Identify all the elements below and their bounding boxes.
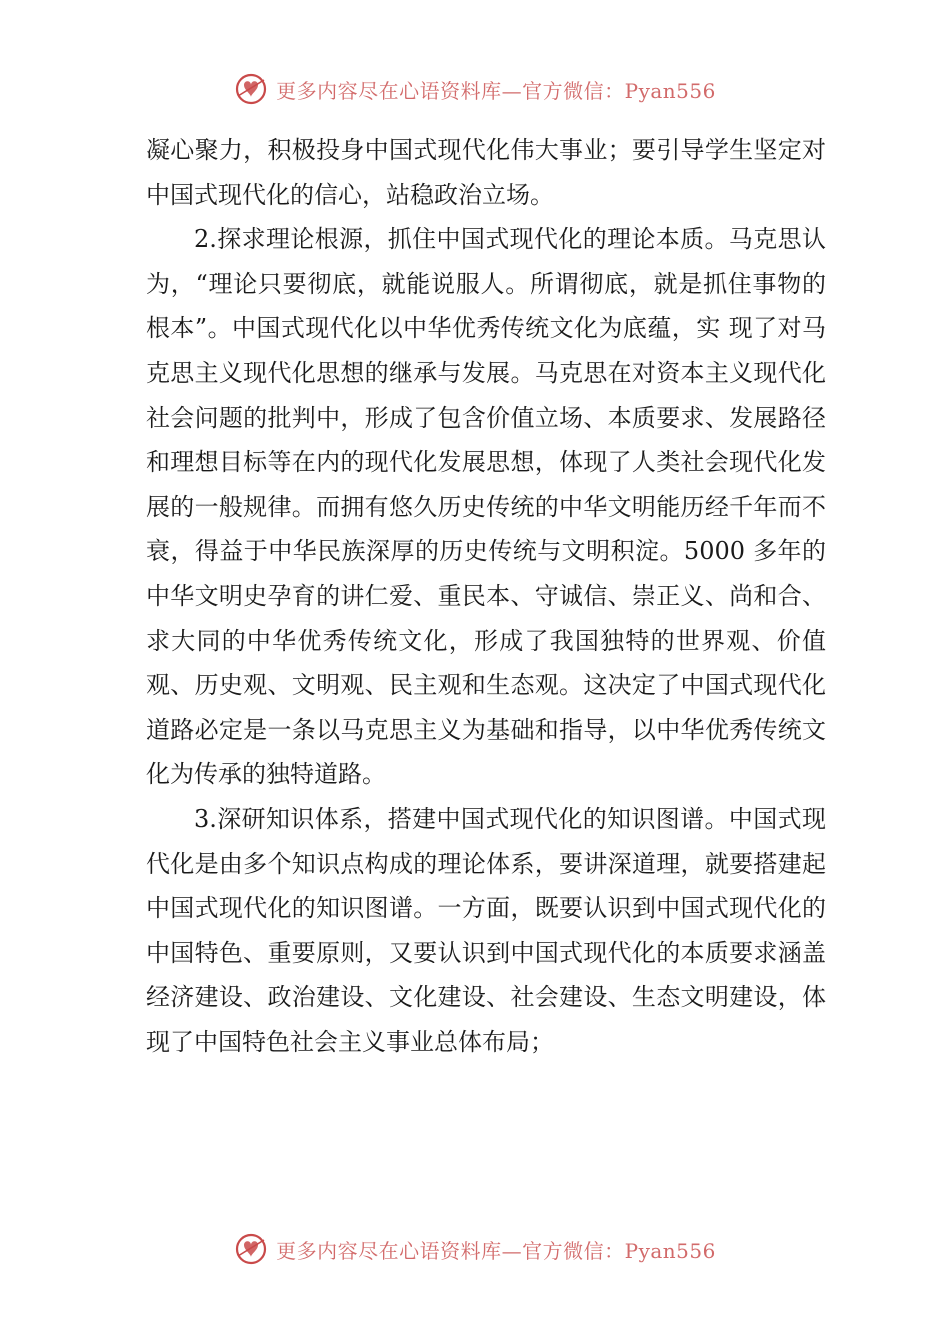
watermark-text: 更多内容尽在心语资料库—官方微信：Pyan556 — [276, 78, 716, 103]
header-watermark — [0, 72, 950, 106]
heart-ring-logo-icon — [234, 72, 268, 106]
paragraph-continuation: 凝心聚力，积极投身中国式现代化伟大事业；要引导学生坚定对中国式现代化的信心，站稳政治立场。 — [146, 136, 826, 209]
paragraph-knowledge-system: 3.深研知识体系，搭建中国式现代化的知识图谱。中国式现代化是由多个知识点构成的理论体系，要讲深道理，就要搭建起中国式现代化的知识图谱。一方面，既要认识到中国式现代化的中国特色、重要原则，又要认识到中国式现代化的本质要求涵盖经济建设、政治建设、文化建设、社会建设、生态文明建设，体现了中国特色社会主义事业总体布局； — [146, 804, 826, 1056]
heart-ring-logo-icon — [234, 1232, 268, 1266]
document-body — [146, 128, 826, 1064]
paragraph-theory-roots: 2.探求理论根源，抓住中国式现代化的理论本质。马克思认为，“理论只要彻底，就能说服人。所谓彻底，就是抓住事物的根本”。中国式现代化以中华优秀传统文化为底蕴，实 现了对马克思主义现代化思想的继承与发展。马克思在对资本主义现代化社会问题的批判中，形成了包含价值立场、本质要求、发展路径和理想目标等在内的现代化发展思想，体现了人类社会现代化发展的一般规律。而拥有悠久历史传统的中华文明能历经千年而不衰，得益于中华民族深厚的历史传统与文明积淀。5000 多年的中华文明史孕育的讲仁爱、重民本、守诚信、崇正义、尚和合、求大同的中华优秀传统文化，形成了我国独特的世界观、价值观、历史观、文明观、民主观和生态观。这决定了中国式现代化道路必定是一条以马克思主义为基础和指导，以中华优秀传统文化为传承的独特道路。 — [146, 225, 826, 789]
footer-watermark — [0, 1232, 950, 1266]
watermark-text: 更多内容尽在心语资料库—官方微信：Pyan556 — [276, 1238, 716, 1263]
